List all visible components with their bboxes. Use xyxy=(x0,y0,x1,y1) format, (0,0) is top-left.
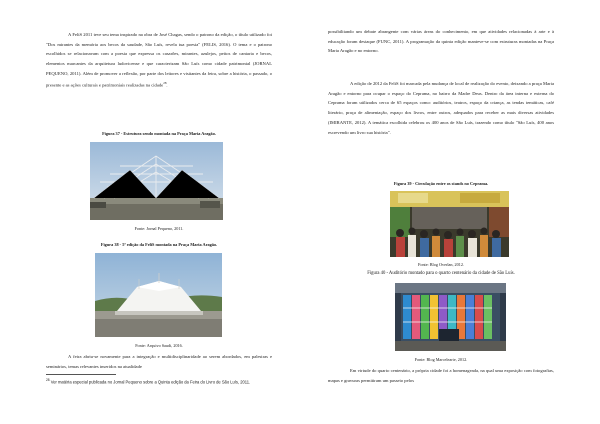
figure-38-caption: Figura 38 - 5ª edição da FeliS montada na Praça Maria Aragão. xyxy=(100,242,218,247)
left-paragraph-1-text: A FeliS 2011 teve seu tema inspirado na obra de José Chagas, sendo o patrono da edição, o título utilizado foi "Dos mirantes da memória aos becos da saudade, São Luís, revela tua poesia" (FELIS, 2016). O tema e o patrono escolhidos se relacionavam com a poesia que expressa os casarões, mirantes, azulejos, peitos de cantaria e becos, elementos marcantes da arquitetura ludovicense e que caracterizam São Luís como cidade patrimonial (JORNAL PEQUENO, 2011). Além de promover a reflexão, por parte dos leitores e visitantes da feira, sobre a história, o passado, o presente e as ações culturais e patrimoniais realizadas na cidade xyxy=(46,32,272,88)
figure-37-caption: Figura 37 - Estrutura sendo montada na Praça Maria Aragão. xyxy=(102,131,216,136)
right-paragraph-2: A edição de 2012 da FeliS foi marcada pela mudança de local de realização do evento, deixando a praça Maria Aragão e entorno para ocupar o espaço do Ceprama, no bairro da Madre Deus. Dentro da área interna e externa do Ceprama foram utilizados cerca de 65 espaços como: auditórios, teatros, espaço da criança, as tendas temáticas, café literário, praça de alimentação, espaço dos livros, entre outros, adequados para receber as mais diversas atividades (IMIRANTE, 2012). A temática escolhida celebrou os 400 anos de São Luís, trazendo como título "São Luís, 400 anos escrevendo um livro sua história". xyxy=(328,81,554,135)
left-paragraph-1: A FeliS 2011 teve seu tema inspirado na obra de José Chagas, sendo o patrono da edição, o título utilizado foi "Dos mirantes da memória aos becos da saudade, São Luís, revela tua poesia" (FELIS, 2016). O tema e o patrono escolhidos se relacionavam com a poesia que expressa os casarões, mirantes, azulejos, peitos de cantaria e becos, elementos marcantes da arquitetura ludovicense e que caracterizam São Luís como cidade patrimonial (JORNAL PEQUENO, 2011). Além de promover a reflexão, por parte dos leitores e visitantes da feira, sobre a história, o passado, o presente e as ações culturais e patrimoniais realizadas na cidade$^{28}$. xyxy=(46,32,272,88)
footnote-divider xyxy=(46,374,116,375)
figure-40-caption: Figura 40 - Auditório montado para o quarto centenário da cidade de São Luís. xyxy=(367,271,515,276)
figure-39-caption: Figura 39 - Circulação entre os stands no Ceprama. xyxy=(393,181,489,186)
footnote-text: Ver matéria especial publicada no Jornal Pequeno sobre a Quinta edição da Feira do Livro de São Luís, 2011. xyxy=(50,379,251,385)
figure-37-source: Fonte: Jornal Pequeno, 2011. xyxy=(134,226,184,231)
footnote-ref: 28 xyxy=(163,80,167,85)
white-tent-photo xyxy=(95,253,222,337)
left-paragraph-2: A feira abriu-se novamente para a integração e multidisciplinaridade ao serem abordados, em palestras e seminários, temas relevantes inseridos na atualidade xyxy=(46,354,272,369)
tent-structure-photo xyxy=(90,142,223,220)
footnote xyxy=(46,377,272,385)
crowd-photo xyxy=(390,191,509,257)
figure-38-source: Fonte: Arquivo Saudi, 2016. xyxy=(135,343,183,348)
figure-39-source: Fonte: Blog Overlan, 2012. xyxy=(418,262,464,267)
auditorium-photo xyxy=(395,283,506,351)
right-paragraph-3: Em virtude do quarto centenário, a própria cidade foi a homenageada, na qual uma exposição com fotografias, mapas e gravuras permitiram um passeio pelos xyxy=(328,368,554,383)
right-paragraph-1: possibilitando um debate abrangente com várias áreas do conhecimento, em que atividades relacionadas à arte e à educação foram destaque (FUNC, 2011). A programação da quinta edição manteve-se com estruturas montadas na Praça Maria Aragão e no entorno. xyxy=(328,29,554,54)
figure-40-source: Fonte: Blog Marcelearte, 2012. xyxy=(414,357,468,362)
footnote-number: 28 xyxy=(46,378,50,382)
